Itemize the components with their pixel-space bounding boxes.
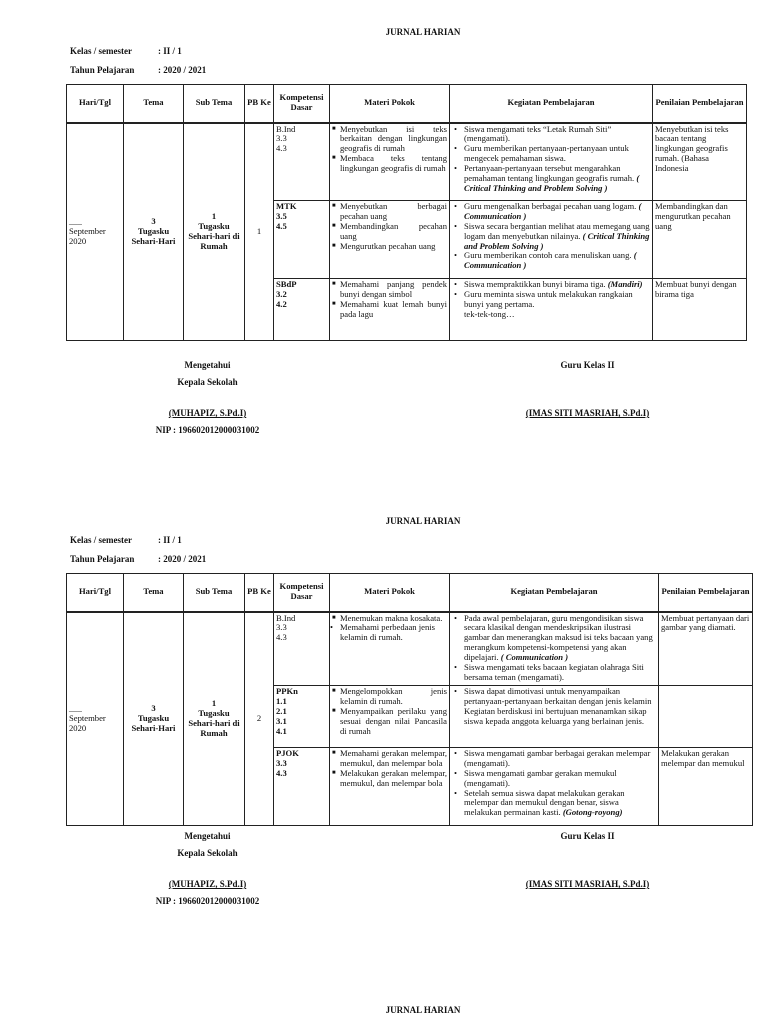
header-pb: PB Ke xyxy=(245,574,274,612)
header-pb: PB Ke xyxy=(245,85,274,123)
kegiatan-cell: • Siswa mengamati gambar berbagai gerakan melempar (mengamati). • Siswa mengamati gambar gerakan memukul (mengamati). • Setelah semua siswa dapat melakukan gerakan melempar dan memukul dengan benar, siswa melakukan permainan kasti. (Gotong-royong) xyxy=(450,748,659,826)
kd-cell: SBdP 3.2 4.2 xyxy=(274,279,330,341)
header-penilaian: Penilaian Pembelajaran xyxy=(659,574,753,612)
kelas-value: : II / 1 xyxy=(158,46,182,56)
materi-cell: ■ Menemukan makna kosakata. • Memahami perbedaan jenis kelamin di rumah. xyxy=(330,612,450,686)
kepsek-nip: NIP : 196602012000031002 xyxy=(155,425,260,435)
penilaian-cell: Membuat bunyi dengan birama tiga xyxy=(653,279,747,341)
date-cell: ___ September 2020 xyxy=(67,123,124,341)
materi-cell: ■ Mengelompokkan jenis kelamin di rumah. ■ Menyampaikan perilaku yang sesuai dengan nilai Pancasila di rumah xyxy=(330,686,450,748)
doc-title: JURNAL HARIAN xyxy=(385,516,461,526)
header-kegiatan: Kegiatan Pembelajaran xyxy=(450,574,659,612)
header-subtema: Sub Tema xyxy=(184,574,245,612)
guru-label: Guru Kelas II xyxy=(560,360,615,370)
kegiatan-cell: • Siswa dapat dimotivasi untuk menyampaikan pertanyaan-pertanyaan berkaitan dengan jenis kelamin Kegiatan berdiskusi ini bertujuan menanamkan sikap siswa kepada anggota keluarga yang berlainan jenis. xyxy=(450,686,659,748)
tahun-line xyxy=(70,65,206,75)
tema-cell: 3 Tugasku Sehari-Hari xyxy=(124,123,184,341)
tahun-value: : 2020 / 2021 xyxy=(158,554,207,564)
header-tema: Tema xyxy=(124,574,184,612)
header-kd: Kompetensi Dasar xyxy=(274,85,330,123)
journal-table-2 xyxy=(66,573,753,826)
pb-cell: 2 xyxy=(245,612,274,826)
header-tema: Tema xyxy=(124,85,184,123)
penilaian-cell: Membuat pertanyaan dari gambar yang diamati. xyxy=(659,612,753,686)
materi-cell: ■ Menyebutkan isi teks berkaitan dengan lingkungan geografis di rumah ■ Membaca teks tentang lingkungan geografis di rumah xyxy=(330,123,450,201)
kelas-line xyxy=(70,535,182,545)
penilaian-cell xyxy=(659,686,753,748)
kepsek-name: (MUHAPIZ, S.Pd.I) xyxy=(168,408,247,418)
kd-cell: B.Ind 3.3 4.3 xyxy=(274,123,330,201)
doc-title: JURNAL HARIAN xyxy=(385,1005,461,1015)
kepsek-name: (MUHAPIZ, S.Pd.I) xyxy=(168,879,247,889)
header-kegiatan: Kegiatan Pembelajaran xyxy=(450,85,653,123)
materi-cell: ■ Memahami gerakan melempar, memukul, dan melempar bola ■ Melakukan gerakan melempar, memukul, dan melempar bola xyxy=(330,748,450,826)
kepala-label: Kepala Sekolah xyxy=(177,848,238,858)
doc-title: JURNAL HARIAN xyxy=(385,27,461,37)
header-penilaian: Penilaian Pembelajaran xyxy=(653,85,747,123)
mengetahui-label: Mengetahui xyxy=(184,831,231,841)
kegiatan-cell: • Siswa mempraktikkan bunyi birama tiga. (Mandiri) • Guru meminta siswa untuk melakukan rangkaian bunyi yang pertama. tek-tek-tong… xyxy=(450,279,653,341)
kd-cell: B.Ind 3.3 4.3 xyxy=(274,612,330,686)
guru-name: (IMAS SITI MASRIAH, S.Pd.I) xyxy=(525,408,650,418)
kepala-label: Kepala Sekolah xyxy=(177,377,238,387)
kelas-value: : II / 1 xyxy=(158,535,182,545)
header-subtema: Sub Tema xyxy=(184,85,245,123)
tahun-line xyxy=(70,554,206,564)
tahun-label: Tahun Pelajaran xyxy=(70,65,135,75)
guru-label: Guru Kelas II xyxy=(560,831,615,841)
tema-cell: 3 Tugasku Sehari-Hari xyxy=(124,612,184,826)
kegiatan-cell: • Siswa mengamati teks “Letak Rumah Siti” (mengamati). • Guru memberikan pertanyaan-pertanyaan untuk mengecek pemahaman siswa. • Pertanyaan-pertanyaan tersebut mengarahkan pemahaman tentang lingkungan geografis rumah. ( Critical Thinking and Problem Solving ) xyxy=(450,123,653,201)
tahun-label: Tahun Pelajaran xyxy=(70,554,135,564)
kegiatan-cell: • Guru mengenalkan berbagai pecahan uang logam. ( Communication ) • Siswa secara bergantian melihat atau memegang uang logam dan menyebutkan nilainya. ( Critical Thinking and Problem Solving ) • Guru memberikan contoh cara menuliskan uang. ( Communication ) xyxy=(450,201,653,279)
pb-cell: 1 xyxy=(245,123,274,341)
materi-cell: ■ Memahami panjang pendek bunyi dengan simbol ■ Memahami kuat lemah bunyi pada lagu xyxy=(330,279,450,341)
header-kd: Kompetensi Dasar xyxy=(274,574,330,612)
materi-cell: ■ Menyebutkan berbagai pecahan uang ■ Membandingkan pecahan uang ■ Mengurutkan pecahan uang xyxy=(330,201,450,279)
subtema-cell: 1 Tugasku Sehari-hari di Rumah xyxy=(184,123,245,341)
mengetahui-label: Mengetahui xyxy=(184,360,231,370)
kd-cell: MTK 3.5 4.5 xyxy=(274,201,330,279)
guru-name: (IMAS SITI MASRIAH, S.Pd.I) xyxy=(525,879,650,889)
header-hari: Hari/Tgl xyxy=(67,574,124,612)
kd-cell: PPKn 1.1 2.1 3.1 4.1 xyxy=(274,686,330,748)
penilaian-cell: Melakukan gerakan melempar dan memukul xyxy=(659,748,753,826)
kepsek-nip: NIP : 196602012000031002 xyxy=(155,896,260,906)
penilaian-cell: Menyebutkan isi teks bacaan tentang lingkungan geografis rumah. (Bahasa Indonesia xyxy=(653,123,747,201)
header-hari: Hari/Tgl xyxy=(67,85,124,123)
kelas-label: Kelas / semester xyxy=(70,535,132,545)
header-materi: Materi Pokok xyxy=(330,574,450,612)
header-materi: Materi Pokok xyxy=(330,85,450,123)
penilaian-cell: Membandingkan dan mengurutkan pecahan uang xyxy=(653,201,747,279)
kelas-line xyxy=(70,46,182,56)
tahun-value: : 2020 / 2021 xyxy=(158,65,207,75)
kelas-label: Kelas / semester xyxy=(70,46,132,56)
kegiatan-cell: • Pada awal pembelajaran, guru mengondisikan siswa secara klasikal dengan mendeskripsikan ilustrasi gambar dan menerangkan maksud isi teks bacaan yang merangkum kompetensi-kompetensi yang akan dipelajari. ( Communication ) • Siswa mengamati teks bacaan kegiatan olahraga Siti bersama teman (mengamati). xyxy=(450,612,659,686)
date-cell: ___ September 2020 xyxy=(67,612,124,826)
kd-cell: PJOK 3.3 4.3 xyxy=(274,748,330,826)
journal-table-1 xyxy=(66,84,747,341)
subtema-cell: 1 Tugasku Sehari-hari di Rumah xyxy=(184,612,245,826)
